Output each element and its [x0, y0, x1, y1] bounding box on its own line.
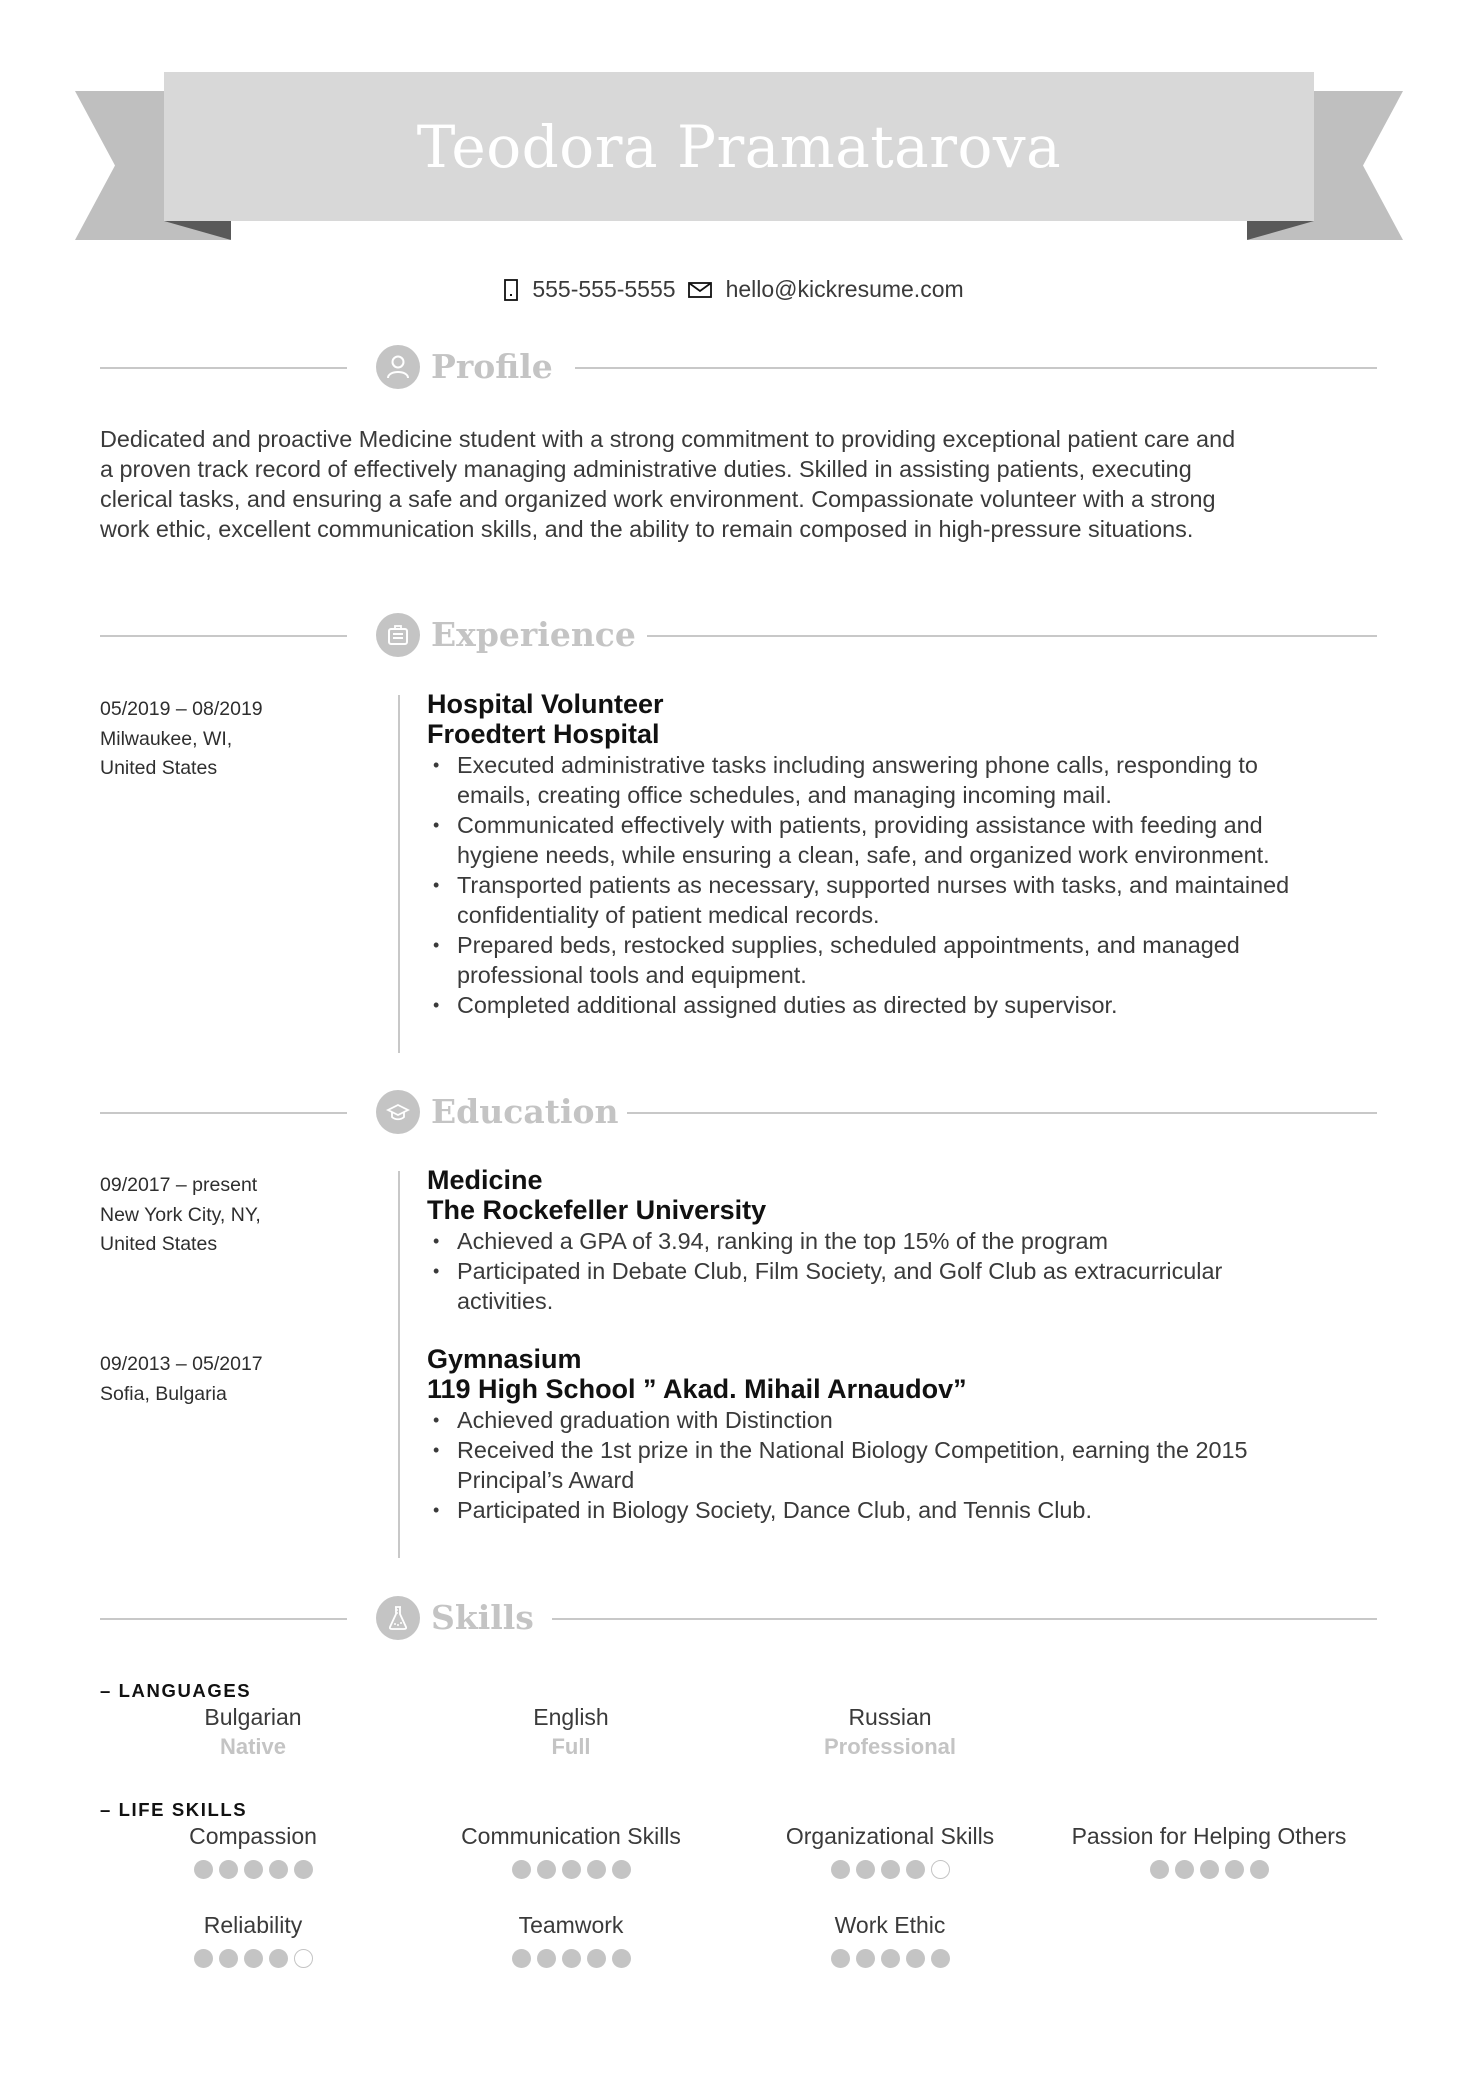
life-skill-item [411, 1821, 731, 1879]
entry-dates: 09/2013 – 05/2017 [100, 1353, 263, 1375]
school-name: 119 High School ” Akad. Mihail Arnaudov” [427, 1374, 967, 1404]
section-title: Skills [431, 1598, 534, 1637]
section-heading-education [100, 1090, 1377, 1136]
skill-name: Work Ethic [834, 1912, 946, 1938]
section-title: Education [431, 1092, 619, 1131]
graduation-cap-icon [376, 1090, 420, 1134]
rating-dot-filled-icon [194, 1949, 213, 1968]
profile-line: a proven track record of effectively managing administrative duties. Skilled in assisting patients, executing [100, 456, 1192, 482]
rating-dot-filled-icon [831, 1860, 850, 1879]
rating-dot-filled-icon [881, 1949, 900, 1968]
rating-dot-filled-icon [1200, 1860, 1219, 1879]
section-heading-experience [100, 613, 1377, 659]
skill-category-languages: – LANGUAGES [100, 1680, 252, 1701]
entry-body [427, 1344, 1387, 1525]
entry-dates: 09/2017 – present [100, 1174, 258, 1196]
skill-name: Compassion [189, 1823, 317, 1849]
briefcase-icon [376, 613, 420, 657]
divider-line [100, 367, 347, 369]
rating-dot-filled-icon [269, 1860, 288, 1879]
rating-dot-filled-icon [856, 1860, 875, 1879]
contact-email [688, 276, 964, 303]
rating-dot-filled-icon [512, 1949, 531, 1968]
rating-dot-filled-icon [881, 1860, 900, 1879]
rating-dot-filled-icon [1175, 1860, 1194, 1879]
skill-rating [93, 1860, 413, 1879]
skill-name: Organizational Skills [785, 1823, 995, 1849]
rating-dot-filled-icon [294, 1860, 313, 1879]
rating-dot-filled-icon [562, 1949, 581, 1968]
skill-rating [411, 1949, 731, 1968]
rating-dot-filled-icon [244, 1860, 263, 1879]
bullet-item: • Communicated effectively with patients, providing assistance with feeding and hygiene needs, while ensuring a clean, safe, and organized work environment. [427, 810, 1387, 870]
candidate-name: Teodora Pramatarova [416, 112, 1062, 181]
rating-dot-filled-icon [856, 1949, 875, 1968]
name-banner [164, 72, 1314, 221]
divider-line [100, 1112, 347, 1114]
rating-dot-filled-icon [244, 1949, 263, 1968]
rating-dot-filled-icon [1225, 1860, 1244, 1879]
divider-line [100, 1618, 347, 1620]
rating-dot-filled-icon [587, 1949, 606, 1968]
contact-phone [504, 276, 675, 303]
flask-icon [376, 1596, 420, 1640]
divider-line [552, 1618, 1377, 1620]
skill-category-life-skills: – LIFE SKILLS [100, 1799, 248, 1820]
email-address[interactable]: hello@kickresume.com [725, 276, 964, 302]
phone-number[interactable]: 555-555-5555 [532, 276, 676, 302]
bullet-item: • Achieved graduation with Distinction [427, 1405, 1387, 1435]
school-name: The Rockefeller University [427, 1195, 767, 1225]
profile-summary [100, 424, 1380, 544]
entry-location: Sofia, Bulgaria [100, 1382, 227, 1405]
entry-location: Milwaukee, WI, [100, 727, 233, 750]
skill-name: Teamwork [518, 1912, 624, 1938]
contact-info [0, 276, 1468, 303]
entry-meta [100, 695, 380, 784]
bullet-item: • Prepared beds, restocked supplies, scheduled appointments, and managed professional tools and equipment. [427, 930, 1387, 990]
rating-dot-filled-icon [537, 1860, 556, 1879]
rating-dot-filled-icon [537, 1949, 556, 1968]
section-title: Profile [431, 347, 553, 386]
language-item [730, 1702, 1050, 1762]
entry-body [427, 1165, 1387, 1316]
divider-line [575, 367, 1377, 369]
life-skill-item [411, 1910, 731, 1968]
language-level: Native [219, 1734, 287, 1759]
section-title: Experience [431, 615, 636, 654]
skill-name: Reliability [203, 1912, 303, 1938]
bullet-list [427, 1405, 1387, 1525]
envelope-icon [688, 282, 712, 298]
entry-meta [100, 1350, 380, 1409]
rating-dot-filled-icon [1250, 1860, 1269, 1879]
skill-rating [730, 1860, 1050, 1879]
divider-line [100, 635, 347, 637]
bullet-list [427, 1226, 1387, 1316]
rating-dot-filled-icon [587, 1860, 606, 1879]
divider-line [627, 1112, 1377, 1114]
bullet-item: • Achieved a GPA of 3.94, ranking in the top 15% of the program [427, 1226, 1387, 1256]
entry-meta [100, 1171, 380, 1260]
section-heading-skills [100, 1596, 1377, 1642]
employer: Froedtert Hospital [427, 719, 660, 749]
language-name: Russian [848, 1704, 932, 1730]
skill-rating [730, 1949, 1050, 1968]
life-skill-item [1049, 1821, 1369, 1879]
rating-dot-empty-icon [294, 1949, 313, 1968]
skill-name: Passion for Helping Others [1071, 1823, 1347, 1849]
language-name: Bulgarian [204, 1704, 302, 1730]
job-title: Hospital Volunteer [427, 689, 664, 719]
rating-dot-filled-icon [906, 1860, 925, 1879]
rating-dot-empty-icon [931, 1860, 950, 1879]
language-name: English [533, 1704, 609, 1730]
skill-name: Communication Skills [461, 1823, 681, 1849]
rating-dot-filled-icon [219, 1949, 238, 1968]
entry-location: New York City, NY, [100, 1203, 261, 1226]
bullet-item: • Transported patients as necessary, supported nurses with tasks, and maintained confidentiality of patient medical records. [427, 870, 1387, 930]
profile-line: clerical tasks, and ensuring a safe and organized work environment. Compassionate volunteer with a strong [100, 486, 1216, 512]
language-level: Professional [823, 1734, 957, 1759]
rating-dot-filled-icon [194, 1860, 213, 1879]
rating-dot-filled-icon [831, 1949, 850, 1968]
rating-dot-filled-icon [269, 1949, 288, 1968]
bullet-item: • Received the 1st prize in the National Biology Competition, earning the 2015 Principal’s Award [427, 1435, 1387, 1495]
skill-rating [411, 1860, 731, 1879]
degree-title: Medicine [427, 1165, 543, 1195]
entry-dates: 05/2019 – 08/2019 [100, 698, 263, 720]
divider-line [647, 635, 1377, 637]
profile-line: Dedicated and proactive Medicine student with a strong commitment to providing exceptional patient care and [100, 426, 1236, 452]
rating-dot-filled-icon [612, 1949, 631, 1968]
rating-dot-filled-icon [612, 1860, 631, 1879]
life-skill-item [93, 1821, 413, 1879]
rating-dot-filled-icon [219, 1860, 238, 1879]
life-skill-item [93, 1910, 413, 1968]
skill-rating [93, 1949, 413, 1968]
degree-title: Gymnasium [427, 1344, 582, 1374]
language-item [93, 1702, 413, 1762]
rating-dot-filled-icon [512, 1860, 531, 1879]
timeline-divider [398, 695, 400, 1053]
rating-dot-filled-icon [562, 1860, 581, 1879]
rating-dot-filled-icon [906, 1949, 925, 1968]
timeline-divider [398, 1171, 400, 1558]
skill-rating [1049, 1860, 1369, 1879]
bullet-item: • Executed administrative tasks including answering phone calls, responding to emails, creating office schedules, and managing incoming mail. [427, 750, 1387, 810]
user-icon [376, 345, 420, 389]
rating-dot-filled-icon [1150, 1860, 1169, 1879]
entry-country: United States [100, 1233, 218, 1255]
language-item [411, 1702, 731, 1762]
bullet-list [427, 750, 1387, 1020]
life-skill-item [730, 1910, 1050, 1968]
bullet-item: • Participated in Debate Club, Film Society, and Golf Club as extracurricular activities. [427, 1256, 1387, 1316]
bullet-item: • Completed additional assigned duties as directed by supervisor. [427, 990, 1387, 1020]
life-skill-item [730, 1821, 1050, 1879]
rating-dot-filled-icon [931, 1949, 950, 1968]
section-heading-profile [100, 345, 1377, 391]
phone-icon [504, 279, 518, 301]
entry-country: United States [100, 757, 218, 779]
profile-line: work ethic, excellent communication skills, and the ability to remain composed in high-pressure situations. [100, 516, 1194, 542]
language-level: Full [551, 1734, 591, 1759]
bullet-item: • Participated in Biology Society, Dance Club, and Tennis Club. [427, 1495, 1387, 1525]
entry-body [427, 689, 1387, 1020]
